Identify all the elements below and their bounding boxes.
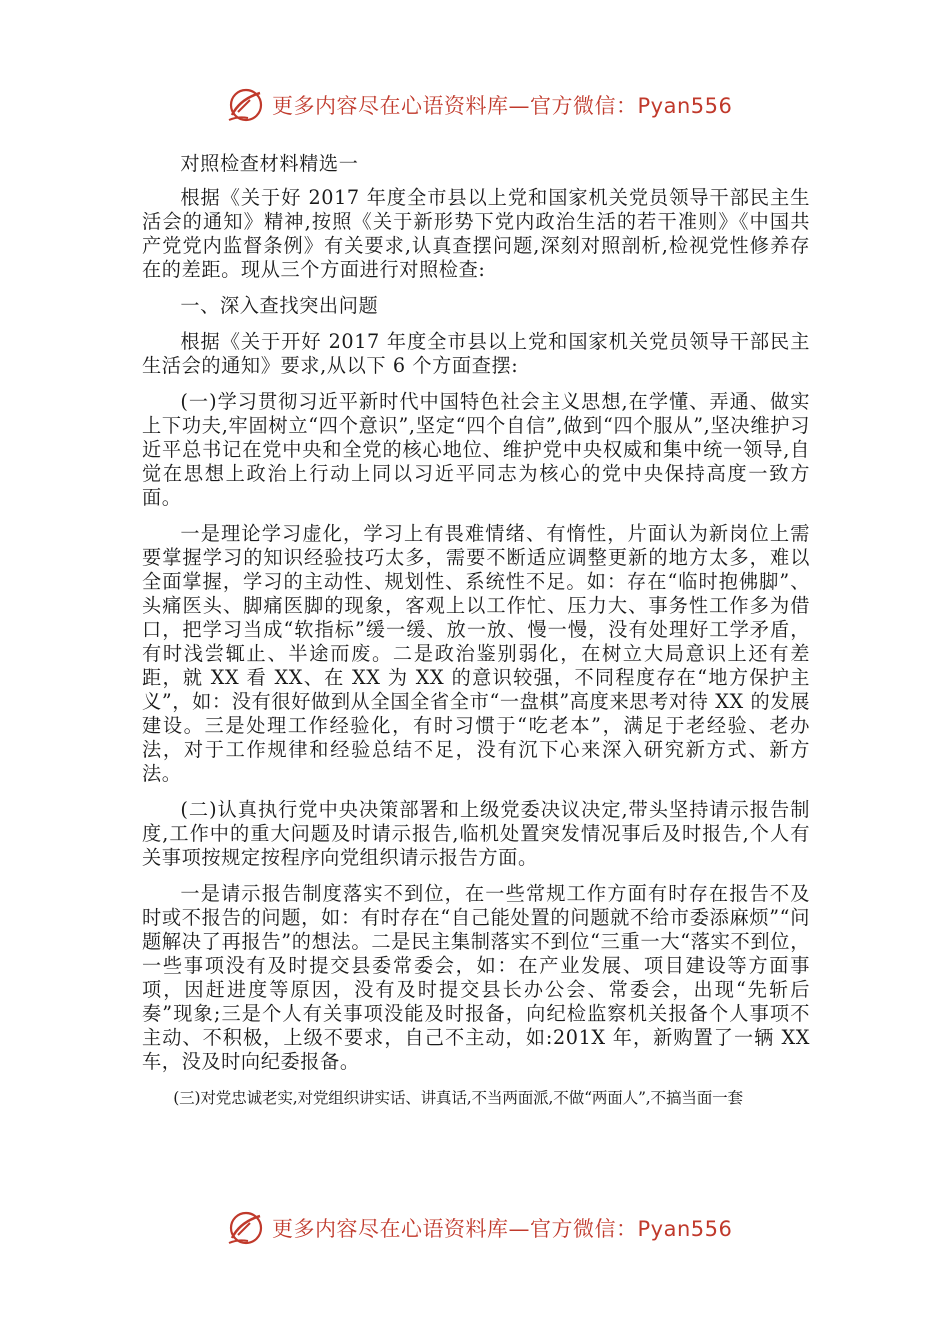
paragraph: 一是请示报告制度落实不到位，在一些常规工作方面有时存在报告不及时或不报告的问题，如：有时存在“自己能处置的问题就不给市委添麻烦”“问题解决了再报告”的想法。二是民主集制落实不到位“三重一大“落实不到位，一些事项没有及时提交县委常委会，如：在产业发展、项目建设等方面事项，因赶进度等原因，没有及时提交县长办公会、常委会，出现“先斩后奏”现象;三是个人有关事项没能及时报备，向纪检监察机关报备个人事项不主动、不积极，上级不要求，自己不主动，如:201X 年，新购置了一辆 XX 车，没及时向纪委报备。 xyxy=(142,882,810,1073)
document-body xyxy=(142,146,810,1110)
paragraph: (一)学习贯彻习近平新时代中国特色社会主义思想,在学懂、弄通、做实上下功夫,牢固树立“四个意识”,坚定“四个自信”,做到“四个服从”,坚决维护习近平总书记在党中央和全党的核心地位、维护党中央权威和集中统一领导,自觉在思想上政治上行动上同以习近平同志为核心的党中央保持高度一致方面。 xyxy=(142,390,810,509)
footer-banner xyxy=(226,1206,732,1250)
paragraph: 根据《关于开好 2017 年度全市县以上党和国家机关党员领导干部民主生活会的通知》要求,从以下 6 个方面查摆: xyxy=(142,330,810,377)
document-title: 对照检查材料精选一 xyxy=(180,152,359,175)
banner-text: 更多内容尽在心语资料库—官方微信：Pyan556 xyxy=(272,1217,733,1241)
paragraph: 根据《关于好 2017 年度全市县以上党和国家机关党员领导干部民主生活会的通知》精神,按照《关于新形势下党内政治生活的若干准则》《中国共产党党内监督条例》有关要求,认真查摆问题,深刻对照剖析,检视党性修养存在的差距。现从三个方面进行对照检查: xyxy=(142,186,810,281)
paragraph: 一是理论学习虚化，学习上有畏难情绪、有惰性，片面认为新岗位上需要掌握学习的知识经验技巧太多，需要不断适应调整更新的地方太多，难以全面掌握，学习的主动性、规划性、系统性不足。如：存在“临时抱佛脚”、头痛医头、脚痛医脚的现象，客观上以工作忙、压力大、事务性工作多为借口，把学习当成“软指标”缓一缓、放一放、慢一慢，没有处理好工学矛盾，有时浅尝辄止、半途而废。二是政治鉴别弱化，在树立大局意识上还有差距，就 XX 看 XX、在 XX 为 XX 的意识较强，不同程度存在“地方保护主义”，如：没有很好做到从全国全省全市“一盘棋”高度来思考对待 XX 的发展建设。三是处理工作经验化，有时习惯于“吃老本”，满足于老经验、老办法，对于工作规律和经验总结不足，没有沉下心来深入研究新方式、新方法。 xyxy=(142,522,810,785)
pen-logo-icon xyxy=(226,85,266,125)
header-banner xyxy=(226,83,732,127)
banner-text: 更多内容尽在心语资料库—官方微信：Pyan556 xyxy=(272,94,733,118)
pen-logo-icon xyxy=(226,1208,266,1248)
paragraph: (三)对党忠诚老实,对党组织讲实话、讲真话,不当两面派,不做“两面人”,不搞当面一套 xyxy=(173,1089,743,1107)
paragraph: (二)认真执行党中央决策部署和上级党委决议决定,带头坚持请示报告制度,工作中的重大问题及时请示报告,临机处置突发情况事后及时报告,个人有关事项按规定按程序向党组织请示报告方面。 xyxy=(142,798,810,869)
section-heading: 一、深入查找突出问题 xyxy=(180,294,379,317)
